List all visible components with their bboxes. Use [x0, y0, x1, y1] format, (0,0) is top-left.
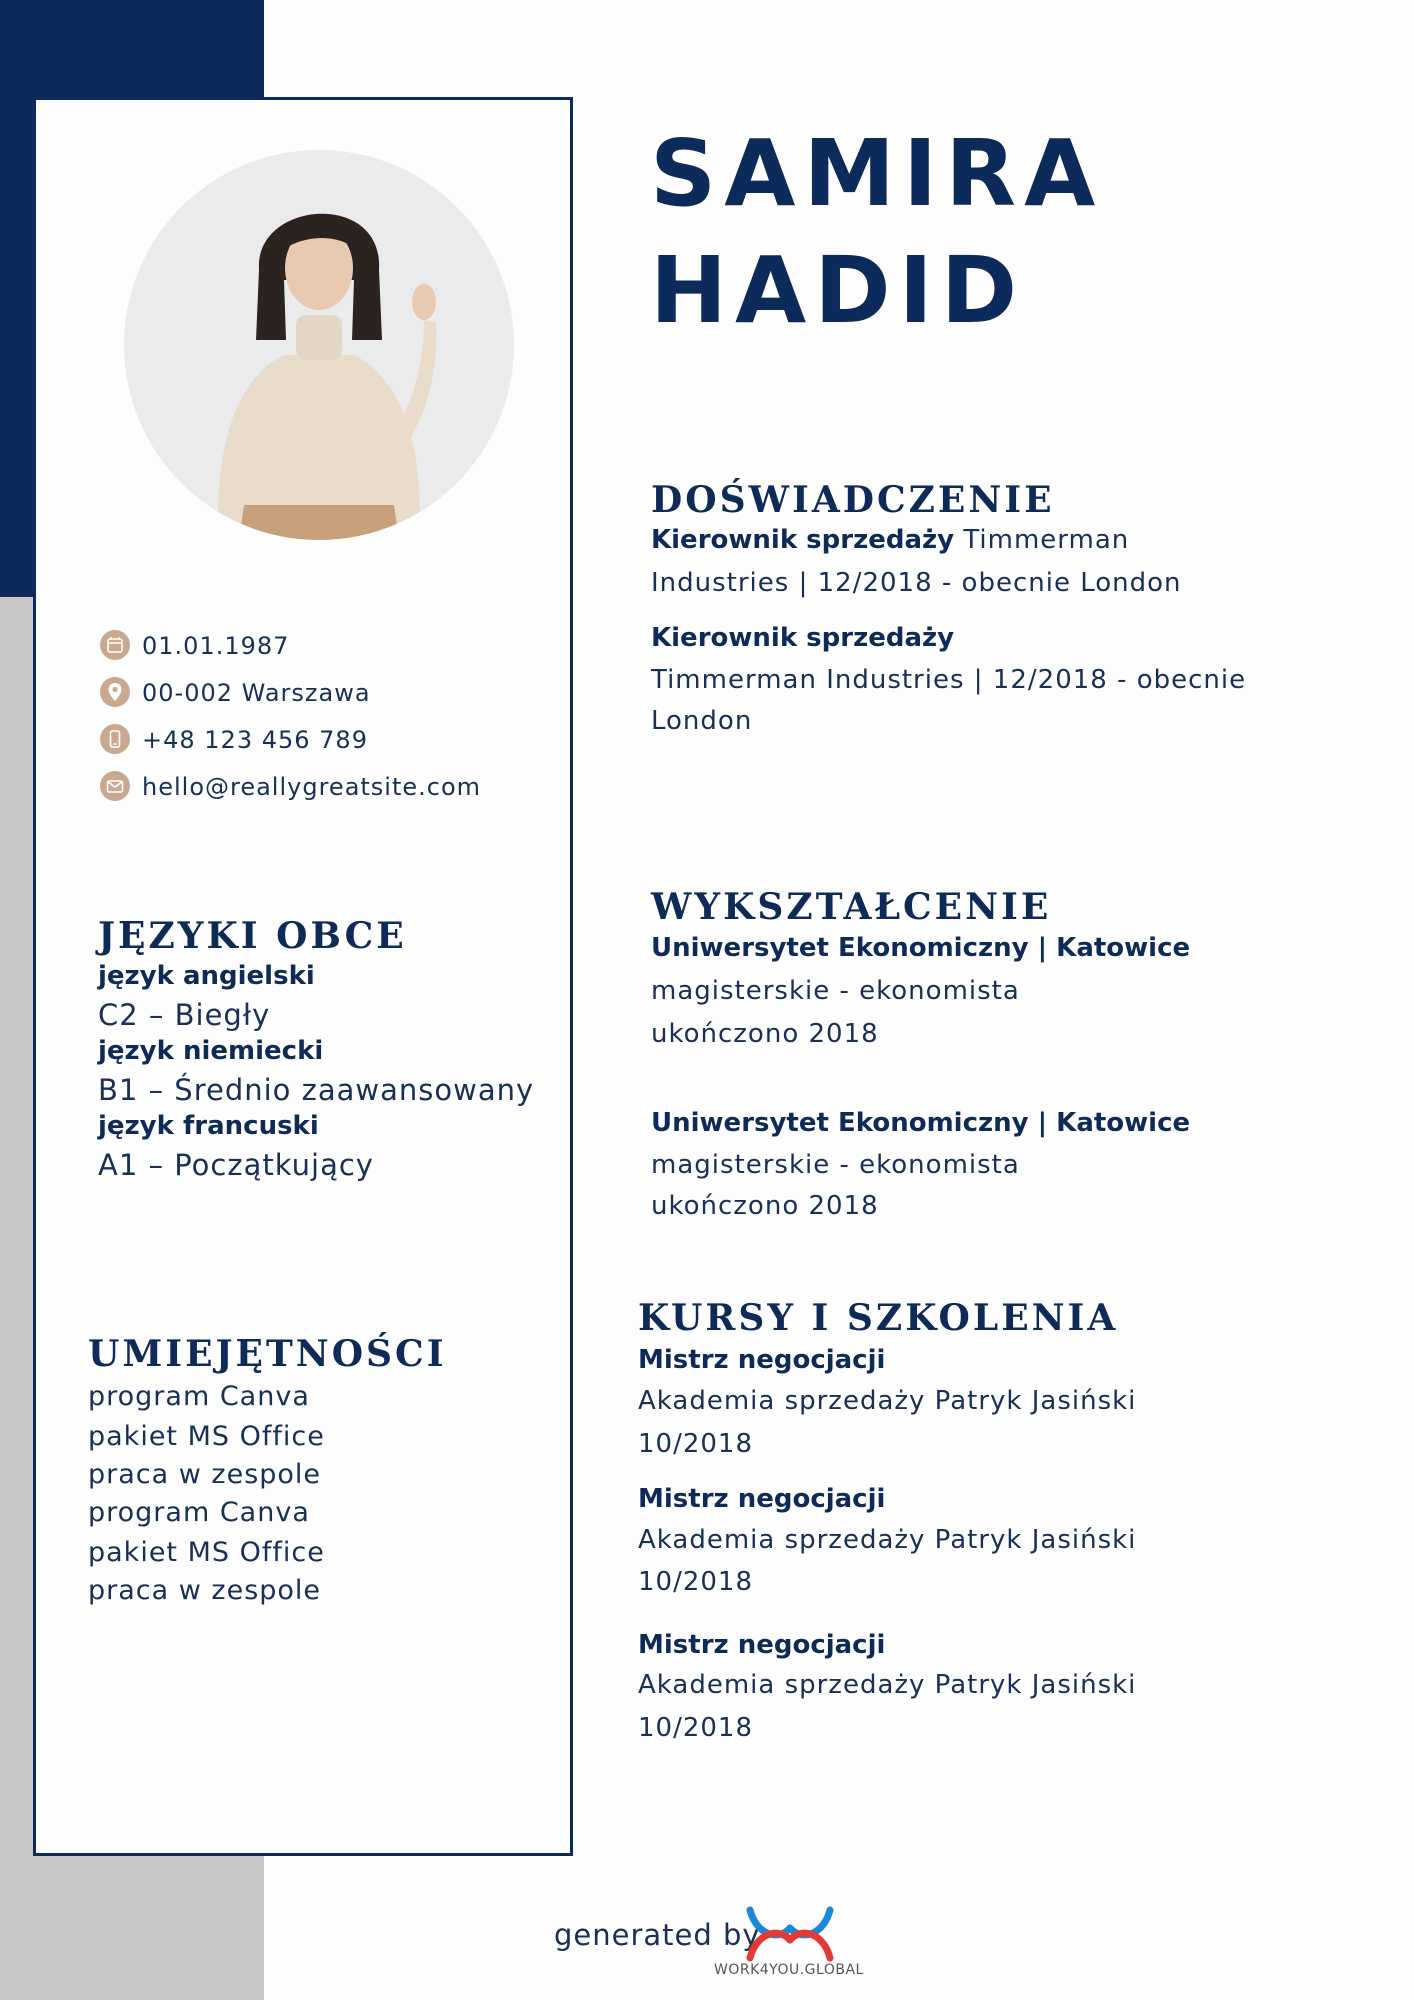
- course-date: 10/2018: [638, 1567, 754, 1597]
- job-details: London: [651, 706, 753, 736]
- contact-address: [98, 675, 518, 709]
- job-details: Timmerman Industries | 12/2018 - obecnie: [651, 665, 1247, 695]
- skill-item: pakiet MS Office: [88, 1537, 325, 1568]
- languages-heading: JĘZYKI OBCE: [98, 915, 407, 957]
- generated-by-text: generated by: [554, 1918, 761, 1952]
- work4you-logo: [744, 1904, 836, 1962]
- skill-item: pakiet MS Office: [88, 1421, 325, 1452]
- first-name: SAMIRA: [650, 120, 1104, 227]
- phone-icon: [100, 724, 130, 754]
- course-org: Akademia sprzedaży Patryk Jasiński: [638, 1525, 1137, 1555]
- school-name: Uniwersytet Ekonomiczny | Katowice: [651, 933, 1191, 963]
- language-name: język niemiecki: [98, 1036, 324, 1066]
- language-level: B1 – Średnio zaawansowany: [98, 1073, 535, 1107]
- skill-item: program Canva: [88, 1381, 310, 1412]
- skills-heading: UMIEJĘTNOŚCI: [88, 1333, 447, 1375]
- job-company: Timmerman: [963, 525, 1130, 555]
- degree: magisterskie - ekonomista: [651, 1150, 1020, 1180]
- language-level: A1 – Początkujący: [98, 1148, 374, 1182]
- last-name: HADID: [650, 237, 1026, 344]
- address-text: 00-002 Warszawa: [142, 679, 371, 707]
- course-title: Mistrz negocjacji: [638, 1484, 886, 1514]
- language-name: język francuski: [98, 1111, 319, 1141]
- skill-item: program Canva: [88, 1497, 310, 1528]
- course-date: 10/2018: [638, 1713, 754, 1743]
- skill-item: praca w zespole: [88, 1459, 322, 1490]
- birthdate-text: 01.01.1987: [142, 632, 290, 660]
- profile-photo: [124, 150, 514, 540]
- language-level: C2 – Biegły: [98, 998, 271, 1032]
- experience-entry-line: [651, 525, 1129, 555]
- course-org: Akademia sprzedaży Patryk Jasiński: [638, 1670, 1137, 1700]
- education-heading: WYKSZTAŁCENIE: [651, 886, 1052, 928]
- course-org: Akademia sprzedaży Patryk Jasiński: [638, 1386, 1137, 1416]
- email-icon: [100, 771, 130, 801]
- school-name: Uniwersytet Ekonomiczny | Katowice: [651, 1108, 1191, 1138]
- job-title: Kierownik sprzedaży: [651, 623, 955, 653]
- job-details: Industries | 12/2018 - obecnie London: [651, 568, 1182, 598]
- course-date: 10/2018: [638, 1429, 754, 1459]
- skill-item: praca w zespole: [88, 1575, 322, 1606]
- course-title: Mistrz negocjacji: [638, 1345, 886, 1375]
- calendar-icon: [100, 630, 130, 660]
- graduation: ukończono 2018: [651, 1191, 879, 1221]
- email-text: hello@reallygreatsite.com: [142, 773, 482, 801]
- experience-heading: DOŚWIADCZENIE: [651, 479, 1055, 521]
- contact-phone: [98, 722, 518, 756]
- degree: magisterskie - ekonomista: [651, 976, 1020, 1006]
- location-pin-icon: [100, 677, 130, 707]
- phone-text: +48 123 456 789: [142, 726, 368, 754]
- course-title: Mistrz negocjacji: [638, 1630, 886, 1660]
- work4you-brand-text: WORK4YOU.GLOBAL: [714, 1962, 864, 1978]
- contact-email: [98, 769, 518, 803]
- graduation: ukończono 2018: [651, 1019, 879, 1049]
- job-title: Kierownik sprzedaży: [651, 525, 955, 555]
- contact-birthdate: [98, 628, 518, 662]
- language-name: język angielski: [98, 961, 315, 991]
- courses-heading: KURSY I SZKOLENIA: [638, 1297, 1119, 1339]
